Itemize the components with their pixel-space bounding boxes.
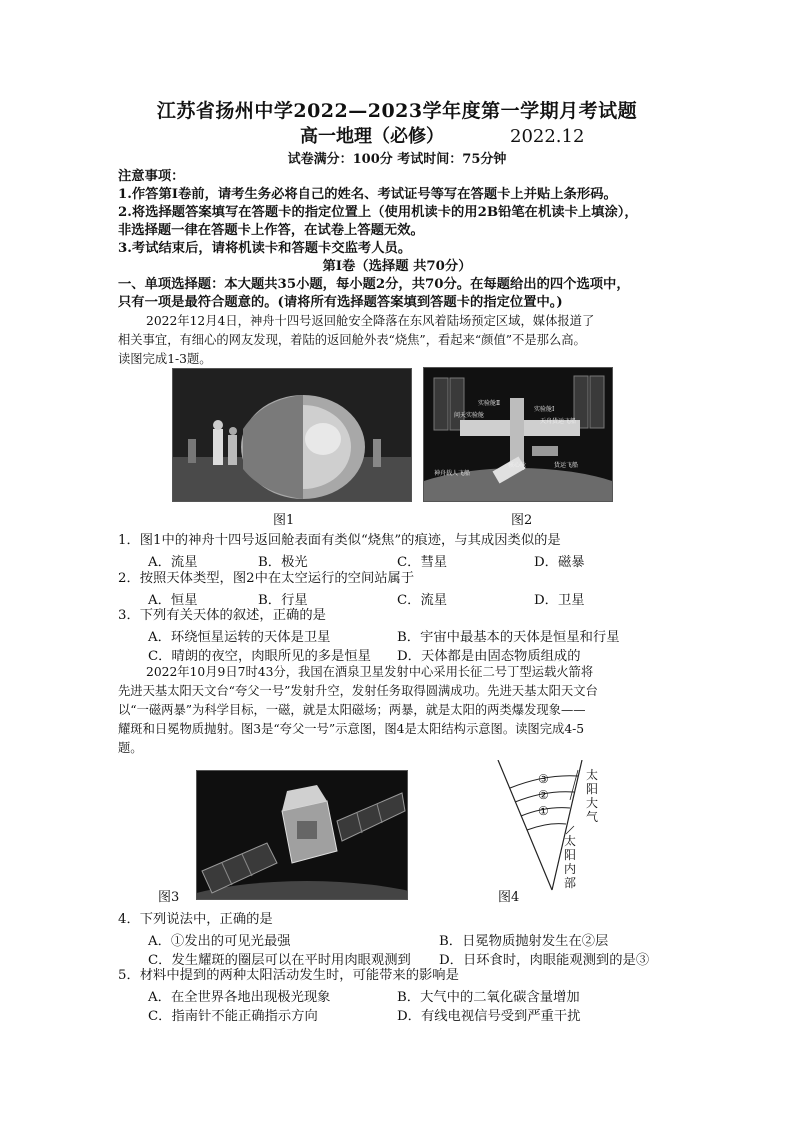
question-4-option-d: D．日环食时，肉眼能观测到的是③ (439, 953, 650, 968)
question-1-option-d: D．磁暴 (534, 555, 585, 570)
note-item-3: 3.考试结束后，请将机读卡和答题卡交监考人员。 (118, 241, 412, 256)
question-4-option-a: A．①发出的可见光最强 (148, 934, 291, 949)
passage2-line-1: 2022年10月9日7时43分，我国在酒泉卫星发射中心采用长征二号丁型运载火箭将 (146, 665, 594, 679)
note-item-2: 2.将选择题答案填写在答题卡的指定位置上（使用机读卡的用2B铅笔在机读卡上填涂）， (118, 205, 638, 220)
satellite-illustration (197, 771, 407, 899)
question-5-option-a: A．在全世界各地出现极光现象 (148, 990, 331, 1005)
figure-4-solar-structure (490, 760, 610, 900)
section-title: 第Ⅰ卷（选择题 共70分） (322, 259, 472, 274)
question-2-option-d: D．卫星 (534, 593, 585, 608)
layer-1-marker: ① (538, 804, 549, 818)
interior-char-4: 部 (564, 876, 577, 890)
figure-2-space-station (423, 367, 613, 502)
fig2-label-1: 实验舱Ⅱ (478, 400, 501, 407)
passage1-line-3: 读图完成1-3题。 (118, 352, 212, 366)
question-1-option-b: B．极光 (258, 555, 308, 570)
label-solar-interior (564, 834, 578, 890)
exam-subject (300, 122, 584, 148)
question-5-stem: 5．材料中提到的两种太阳活动发生时，可能带来的影响是 (118, 968, 459, 983)
question-5-option-c: C．指南针不能正确指示方向 (148, 1009, 318, 1024)
question-5-option-b: B．大气中的二氧化碳含量增加 (397, 990, 580, 1005)
fig2-label-4: 天舟货运飞船 (540, 418, 577, 425)
note-item-1: 1.作答第Ⅰ卷前，请考生务必将自己的姓名、考试证号等写在答题卡上并贴上条形码。 (118, 187, 617, 202)
question-3-option-c: C．晴朗的夜空，肉眼所见的多是恒星 (148, 649, 371, 664)
section-instruction-1: 一、单项选择题：本大题共35小题，每小题2分，共70分。在每题给出的四个选项中， (118, 277, 630, 292)
layer-2-marker: ② (538, 788, 549, 802)
passage2-line-2: 先进天基太阳天文台“夸父一号”发射升空，发射任务取得圆满成功。先进天基太阳天文台 (118, 684, 598, 698)
interior-char-2: 阳 (564, 848, 577, 862)
fig2-label-5: 神舟载人飞船 (434, 470, 471, 477)
exam-info: 试卷满分：100分 考试时间：75分钟 (287, 152, 507, 167)
atmosphere-char-3: 大 (586, 796, 599, 810)
passage1-line-2: 相关事宜，有细心的网友发现，着陆的返回舱外表“烧焦”，看起来“颜值”不是那么高。 (118, 333, 586, 347)
passage2-line-5: 题。 (118, 741, 143, 755)
atmosphere-char-1: 太 (586, 768, 599, 782)
section-instruction-2: 只有一项是最符合题意的。(请将所有选择题答案填到答题卡的指定位置中。) (118, 295, 563, 310)
passage2-line-4: 耀斑和日冕物质抛射。图3是“夸父一号”示意图，图4是太阳结构示意图。读图完成4-5 (118, 722, 585, 736)
note-item-2-cont: 非选择题一律在答题卡上作答，在试卷上答题无效。 (118, 223, 424, 238)
question-3-stem: 3．下列有关天体的叙述，正确的是 (118, 608, 326, 623)
exam-title: 江苏省扬州中学2022—2023学年度第一学期月考试题 (156, 100, 638, 122)
notes-heading: 注意事项： (118, 169, 185, 184)
interior-char-1: 太 (564, 834, 577, 848)
question-5-option-d: D．有线电视信号受到严重干扰 (397, 1009, 581, 1024)
question-1-option-c: C．彗星 (397, 555, 448, 570)
question-2-option-c: C．流星 (397, 593, 448, 608)
question-2-option-b: B．行星 (258, 593, 308, 608)
fig2-label-6: 核心舱 (508, 462, 527, 469)
label-solar-atmosphere (586, 768, 600, 824)
figure-3-satellite (196, 770, 408, 900)
capsule-illustration (173, 369, 411, 501)
subject-label: 高一地理（必修） (300, 126, 444, 147)
question-3-option-a: A．环绕恒星运转的天体是卫星 (148, 630, 331, 645)
atmosphere-char-2: 阳 (586, 782, 599, 796)
question-3-option-b: B．宇宙中最基本的天体是恒星和行星 (397, 630, 620, 645)
fig2-label-7: 货运飞船 (554, 462, 579, 469)
question-4-stem: 4．下列说法中，正确的是 (118, 912, 273, 927)
layer-3-marker: ③ (538, 772, 549, 786)
figure-2-caption: 图2 (511, 513, 533, 528)
exam-date: 2022.12 (510, 126, 585, 147)
fig2-label-3: 实验舱Ⅰ (534, 406, 555, 413)
question-1-stem: 1．图1中的神舟十四号返回舱表面有类似“烧焦”的痕迹，与其成因类似的是 (118, 533, 561, 548)
figure-1-capsule-photo (172, 368, 412, 502)
space-station-illustration (424, 368, 612, 501)
passage1-line-1: 2022年12月4日，神舟十四号返回舱安全降落在东风着陆场预定区域，媒体报道了 (146, 314, 595, 328)
interior-char-3: 内 (564, 862, 577, 876)
question-2-stem: 2．按照天体类型，图2中在太空运行的空间站属于 (118, 571, 415, 586)
figure-3-caption: 图3 (158, 890, 180, 905)
question-4-option-c: C．发生耀斑的圈层可以在平时用肉眼观测到 (148, 953, 411, 968)
passage2-line-3: 以“一磁两暴”为科学目标，一磁，就是太阳磁场；两暴，就是太阳的两类爆发现象—— (118, 703, 586, 717)
figure-1-caption: 图1 (273, 513, 295, 528)
question-3-option-d: D．天体都是由固态物质组成的 (397, 649, 581, 664)
atmosphere-char-4: 气 (586, 810, 599, 824)
question-1-option-a: A．流星 (148, 555, 198, 570)
question-4-option-b: B．日冕物质抛射发生在②层 (439, 934, 609, 949)
question-2-option-a: A．恒星 (148, 593, 198, 608)
figure-4-caption: 图4 (498, 890, 520, 905)
fig2-label-2: 问天实验舱 (454, 412, 485, 419)
